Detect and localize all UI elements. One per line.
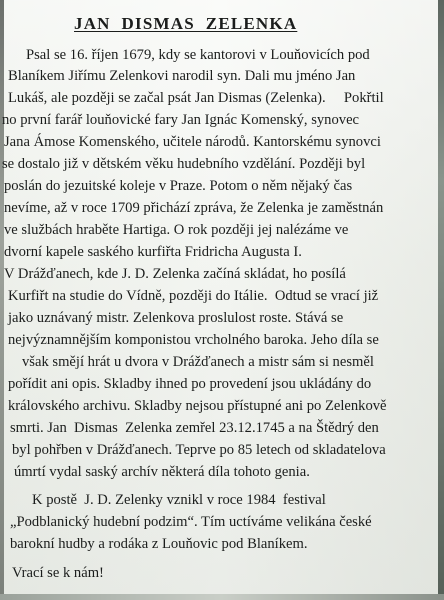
text-line: Blaníkem Jiřímu Zelenkovi narodil syn. Dali mu jméno Jan <box>8 68 356 84</box>
text-line: jako uznávaný mistr. Zelenkova proslulost roste. Stává se <box>8 310 344 326</box>
sheet-left-edge <box>0 0 4 600</box>
text-line: Lukáš, ale později se začal psát Jan Dismas (Zelenka). Pokřtil <box>8 90 384 106</box>
text-line: smrti. Jan Dismas Zelenka zemřel 23.12.1745 a na Štědrý den <box>10 420 379 436</box>
text-line: nevíme, až v roce 1709 přichází zpráva, že Zelenka je zaměstnán <box>4 200 384 216</box>
text-line: poslán do jezuitské koleje v Praze. Potom o něm nějaký čas <box>4 178 353 194</box>
text-line: barokní hudby a rodáka z Louňovic pod Blaníkem. <box>10 536 308 552</box>
text-line: V Drážďanech, kde J. D. Zelenka začíná skládat, ho posílá <box>4 266 346 282</box>
text-line: „Podblanický hudební podzim“. Tím uctíváme velikána české <box>10 514 372 530</box>
text-line: no první farář louňovické fary Jan Ignác Komenský, synovec <box>2 112 360 128</box>
text-line: Psal se 16. říjen 1679, kdy se kantorovi v Louňovicích pod <box>26 47 370 63</box>
closing-line: Vrací se k nám! <box>12 565 104 581</box>
sheet-right-edge <box>438 0 444 600</box>
text-line: K postě J. D. Zelenky vznikl v roce 1984 festival <box>32 492 326 508</box>
text-line: pořídit ani opis. Skladby ihned po provedení jsou ukládány do <box>8 376 372 392</box>
text-line: Kurfiřt na studie do Vídně, později do Itálie. Odtud se vrací již <box>8 288 379 304</box>
text-line: se dostalo již v dětském věku hudebního vzdělání. Později byl <box>2 156 366 172</box>
text-line: královského archivu. Skladby nejsou přístupné ani po Zelenkově <box>8 398 387 414</box>
sheet-bottom-edge <box>0 594 444 600</box>
text-line: nejvýznamnějším komponistou vrcholného baroka. Jeho díla se <box>8 332 379 348</box>
document-title: JAN DISMAS ZELENKA <box>74 14 298 33</box>
text-line: ve službách hraběte Hartiga. O rok později jej nalézáme ve <box>4 222 349 238</box>
text-line: Jana Ámose Komenského, učitele národů. Kantorskému synovci <box>4 134 381 150</box>
text-line: úmrtí vydal saský archív některá díla tohoto genia. <box>14 464 310 480</box>
text-line: však smějí hrát u dvora v Drážďanech a mistr sám si nesměl <box>22 354 374 370</box>
text-line: dvorní kapele saského kurfiřta Fridricha Augusta I. <box>4 244 302 260</box>
text-line: byl pohřben v Drážďanech. Teprve po 85 letech od skladatelova <box>12 442 386 458</box>
